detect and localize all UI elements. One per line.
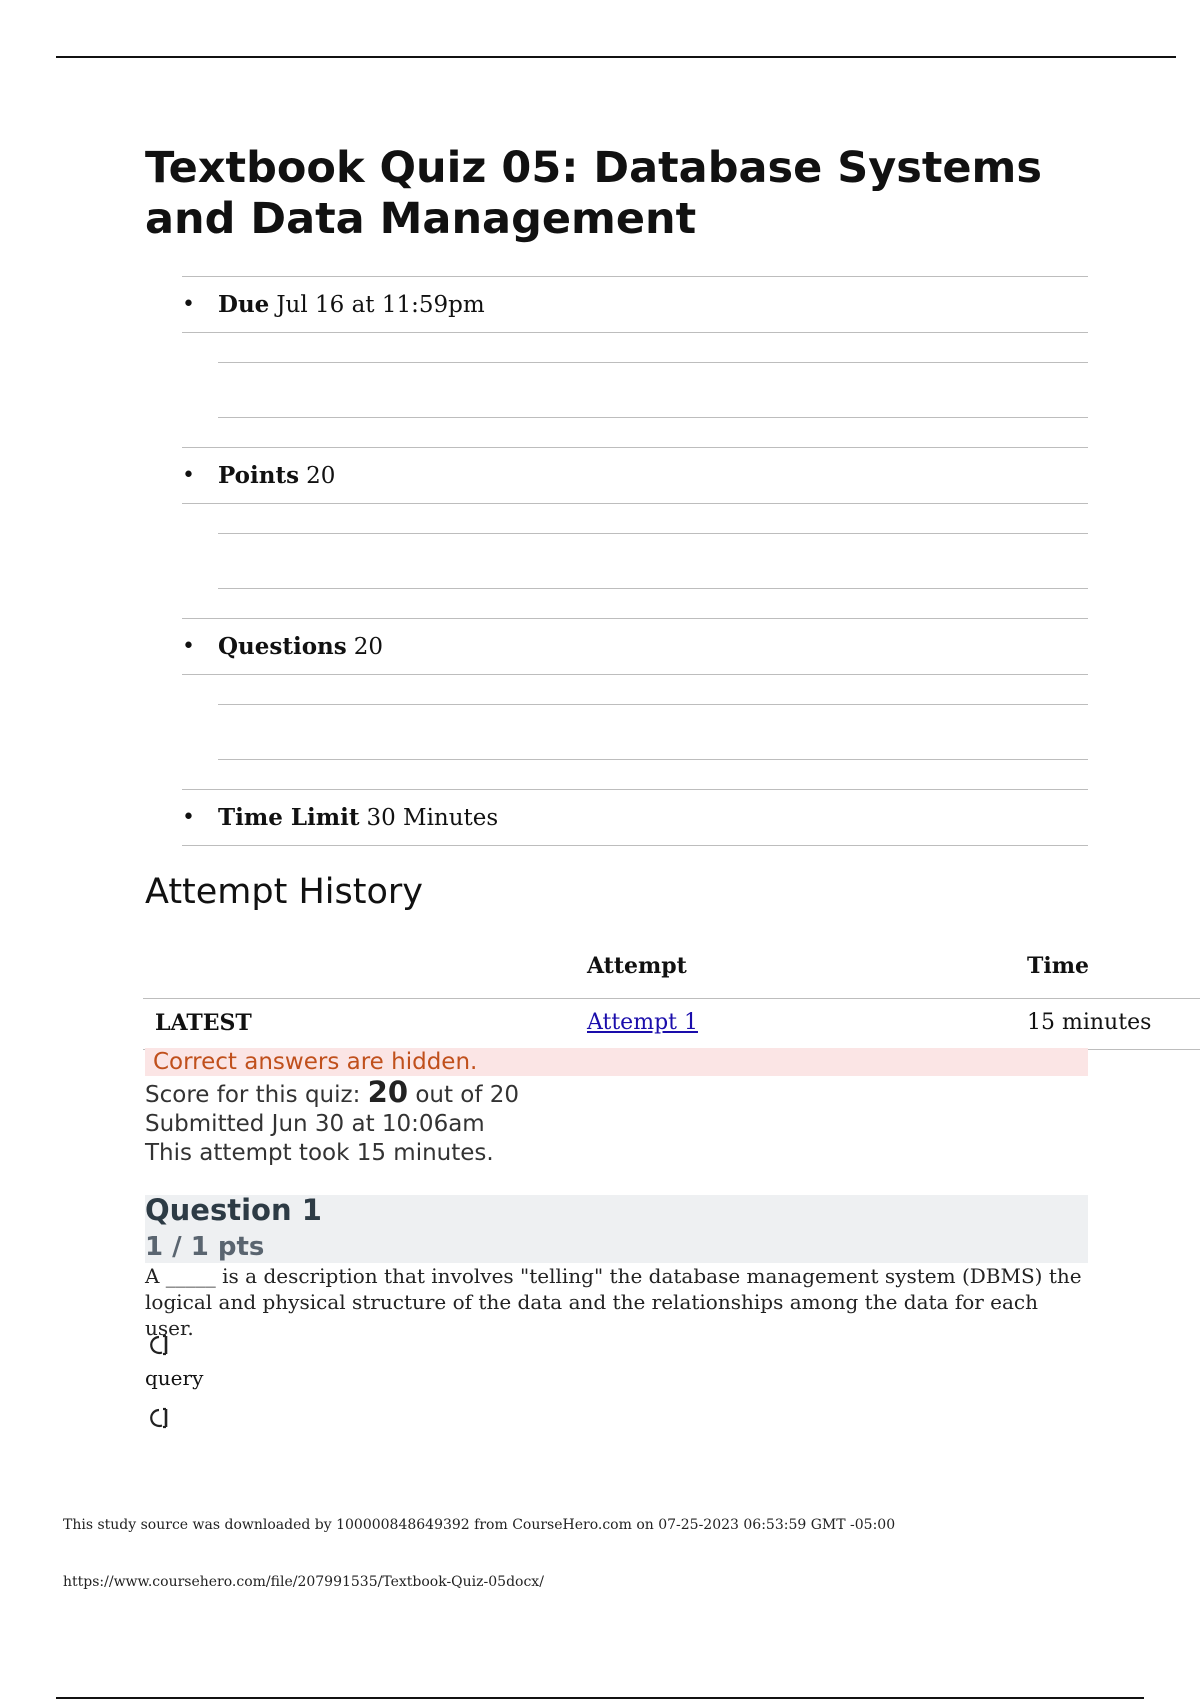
latest-tag: LATEST [155,1010,252,1036]
answers-hidden-notice: Correct answers are hidden. [145,1048,1088,1076]
question-text: A _____ is a description that involves "telling" the database management system (DBMS) the logical and physical structure of the data and the relationships among the data for each user. [145,1264,1082,1340]
answer-option-label: query [145,1366,204,1390]
detail-value: 20 [306,462,336,489]
divider [218,362,1088,363]
question-title: Question 1 [145,1193,322,1227]
detail-questions [182,618,1088,789]
detail-time-limit [182,789,1088,849]
submitted-time: Submitted Jun 30 at 10:06am [145,1111,485,1137]
table-header [143,940,1200,998]
radio-icon[interactable] [147,1333,171,1357]
download-source-note: This study source was downloaded by 100000848649392 from CourseHero.com on 07-25-2023 06:53:59 GMT -05:00 [63,1517,896,1533]
divider [218,417,1088,418]
radio-icon[interactable] [147,1406,171,1430]
bottom-rule [56,1697,1144,1699]
bullet-icon: • [182,463,195,488]
detail-value: 30 Minutes [366,804,499,831]
score-suffix: out of 20 [415,1082,520,1108]
column-header-attempt: Attempt [587,953,687,979]
detail-label: Time Limit [218,804,360,831]
question-points: 1 / 1 pts [145,1232,265,1262]
column-header-time: Time [1027,953,1090,979]
source-url: https://www.coursehero.com/file/207991535/Textbook-Quiz-05docx/ [63,1574,544,1590]
score-line [145,1075,520,1110]
attempt-history-table [143,940,1200,1050]
detail-points [182,447,1088,618]
quiz-details [182,276,1088,849]
bullet-icon: • [182,805,195,830]
detail-value: Jul 16 at 11:59pm [276,291,485,318]
attempt-link[interactable]: Attempt 1 [587,1010,698,1035]
detail-label: Points [218,462,300,489]
bullet-icon: • [182,292,195,317]
divider [218,704,1088,705]
score-summary [145,1075,520,1168]
detail-label: Questions [218,633,347,660]
quiz-title: Textbook Quiz 05: Database Systems and Data Management [145,143,1042,244]
top-rule [56,56,1176,58]
detail-value: 20 [353,633,383,660]
detail-label: Due [218,291,270,318]
table-row [143,998,1200,1050]
detail-due [182,276,1088,447]
attempt-duration: This attempt took 15 minutes. [145,1140,494,1166]
score-prefix: Score for this quiz: [145,1082,361,1108]
attempt-history-heading: Attempt History [145,872,423,912]
attempt-time: 15 minutes [1027,1010,1152,1035]
divider [218,588,1088,589]
divider [218,759,1088,760]
score-value: 20 [367,1075,409,1109]
divider [218,533,1088,534]
bullet-icon: • [182,634,195,659]
